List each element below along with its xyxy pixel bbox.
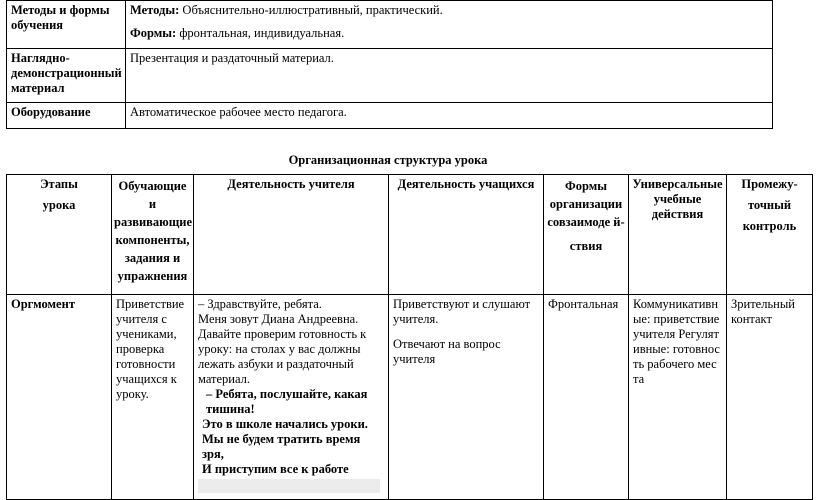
visual-material-value: Презентация и раздаточный материал. (126, 49, 773, 103)
header-control-line2: точный (747, 198, 792, 212)
header-control-line3: контроль (742, 219, 797, 233)
header-stage (7, 175, 112, 295)
equipment-label: Оборудование (7, 103, 126, 129)
teacher-line-4: – Ребята, послушайте, какая тишина! (206, 387, 368, 416)
header-components: Обучающие и развивающие компоненты, задания и упражнения (112, 175, 194, 295)
lesson-structure-table (6, 174, 813, 500)
row-stage: Оргмомент (7, 295, 112, 500)
header-student-activity: Деятельность учащихся (389, 175, 544, 295)
equipment-value: Автоматическое рабочее место педагога. (126, 103, 773, 129)
row-control: Зрительный контакт (727, 295, 813, 500)
students-line-2: Отвечают на вопрос учителя (393, 337, 501, 366)
teacher-line-6: Мы не будем тратить время зря, (202, 432, 361, 461)
header-teacher-activity: Деятельность учителя (194, 175, 389, 295)
header-forms-line2: ствия (569, 239, 603, 253)
students-line-1: Приветствуют и слушают учителя. (393, 297, 531, 326)
header-forms (544, 175, 629, 295)
table-row (7, 295, 813, 500)
header-forms-line1: Формы организации совзаимоде й- (547, 179, 625, 229)
header-stage-line1: Этапы (40, 177, 78, 191)
row-student-activity (389, 295, 544, 500)
methods-forms-label: Методы и формы обучения (7, 1, 126, 49)
highlight-bar (198, 479, 380, 493)
header-control-line1: Промежу- (741, 177, 798, 191)
methods-value: Объяснительно-иллюстративный, практический. (179, 3, 443, 17)
forms-value: фронтальная, индивидуальная. (176, 26, 345, 40)
row-components: Приветствие учителя с учениками, проверка готовности учащихся к уроку. (112, 295, 194, 500)
methods-label: Методы: (130, 3, 180, 17)
teacher-line-1: – Здравствуйте, ребята. (198, 297, 322, 311)
visual-material-label: Наглядно-демонстрационный материал (7, 49, 126, 103)
teacher-line-3: Давайте проверим готовность к уроку: на столах у вас должны лежать азбуки и раздаточный материал. (198, 327, 367, 386)
teacher-line-7: И приступим все к работе (202, 462, 349, 476)
row-form: Фронтальная (544, 295, 629, 500)
methods-forms-cell (126, 1, 773, 49)
teacher-line-5: Это в школе начались уроки. (202, 417, 368, 431)
teacher-line-2: Меня зовут Диана Андреевна. (198, 312, 359, 326)
lesson-info-table (6, 0, 773, 129)
header-stage-line2: урока (42, 198, 76, 212)
row-uud: Коммуникативные: приветствие учителя Регулятивные: готовность рабочего места (629, 295, 727, 500)
header-uud: Универсальные учебные действия (629, 175, 727, 295)
section-title: Организационная структура урока (288, 153, 488, 167)
row-teacher-activity (194, 295, 389, 500)
forms-label: Формы: (130, 26, 177, 40)
header-control (727, 175, 813, 295)
